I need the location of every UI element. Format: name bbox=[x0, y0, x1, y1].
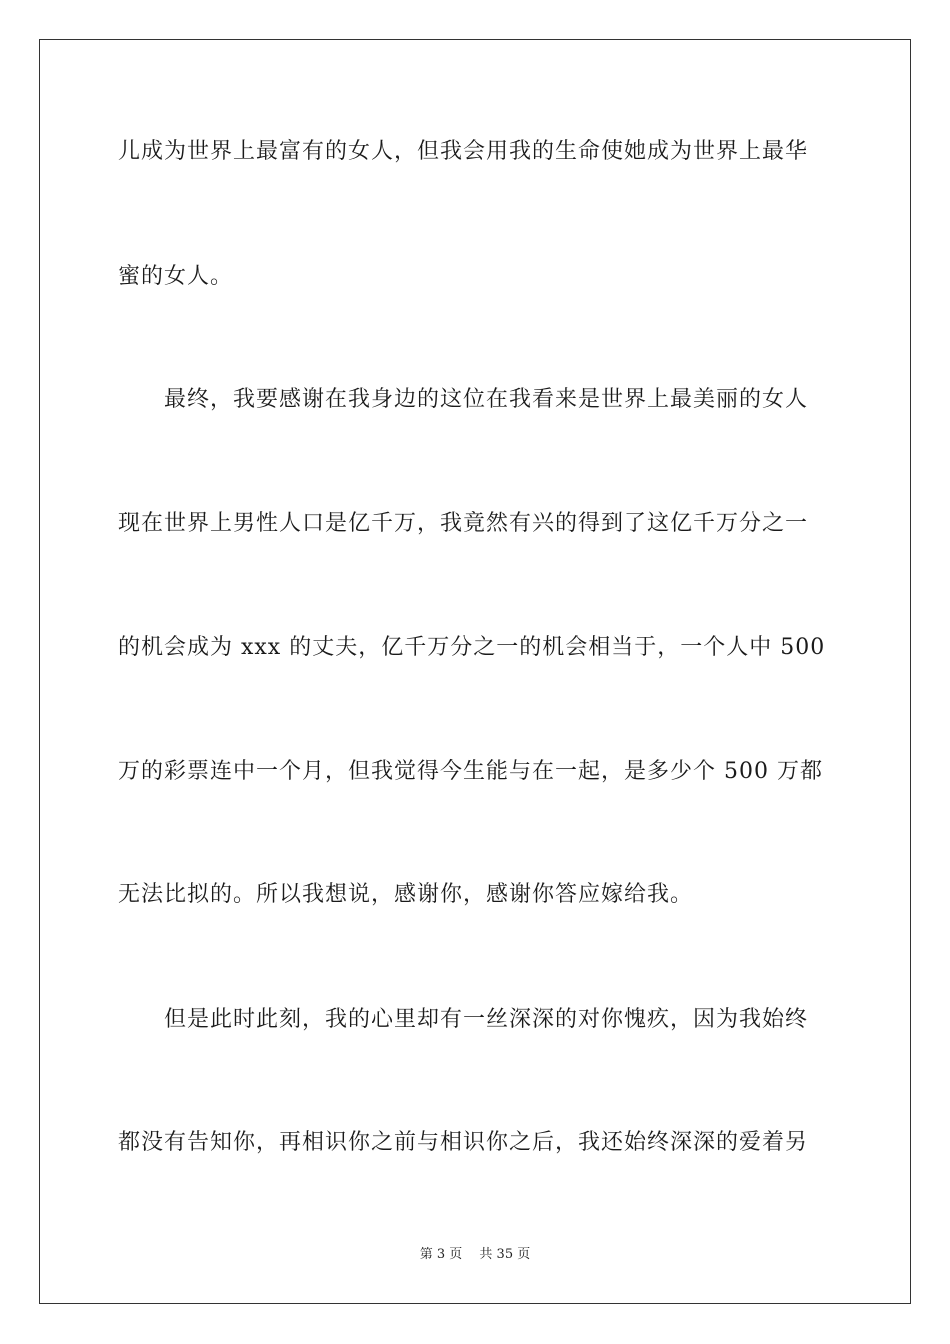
body-text-line: 但是此时此刻，我的心里却有一丝深深的对你愧疚，因为我始终 bbox=[118, 1007, 809, 1032]
page-number-footer: 第 3 页 共 35 页 bbox=[419, 1247, 531, 1262]
body-text-line: 无法比拟的。所以我想说，感谢你，感谢你答应嫁给我。 bbox=[118, 882, 694, 907]
body-text-line: 万的彩票连中一个月，但我觉得今生能与在一起，是多少个 500 万都 bbox=[118, 759, 823, 784]
body-text-line: 最终，我要感谢在我身边的这位在我看来是世界上最美丽的女人 bbox=[118, 387, 809, 412]
page-border bbox=[39, 39, 911, 1304]
body-text-line: 的机会成为 xxx 的丈夫，亿千万分之一的机会相当于，一个人中 500 bbox=[118, 635, 826, 660]
body-text-line: 都没有告知你，再相识你之前与相识你之后，我还始终深深的爱着另 bbox=[118, 1130, 809, 1155]
body-text-line: 儿成为世界上最富有的女人，但我会用我的生命使她成为世界上最华 bbox=[118, 139, 809, 164]
body-text-line: 现在世界上男性人口是亿千万，我竟然有兴的得到了这亿千万分之一 bbox=[118, 511, 809, 536]
body-text-line: 蜜的女人。 bbox=[118, 264, 234, 289]
